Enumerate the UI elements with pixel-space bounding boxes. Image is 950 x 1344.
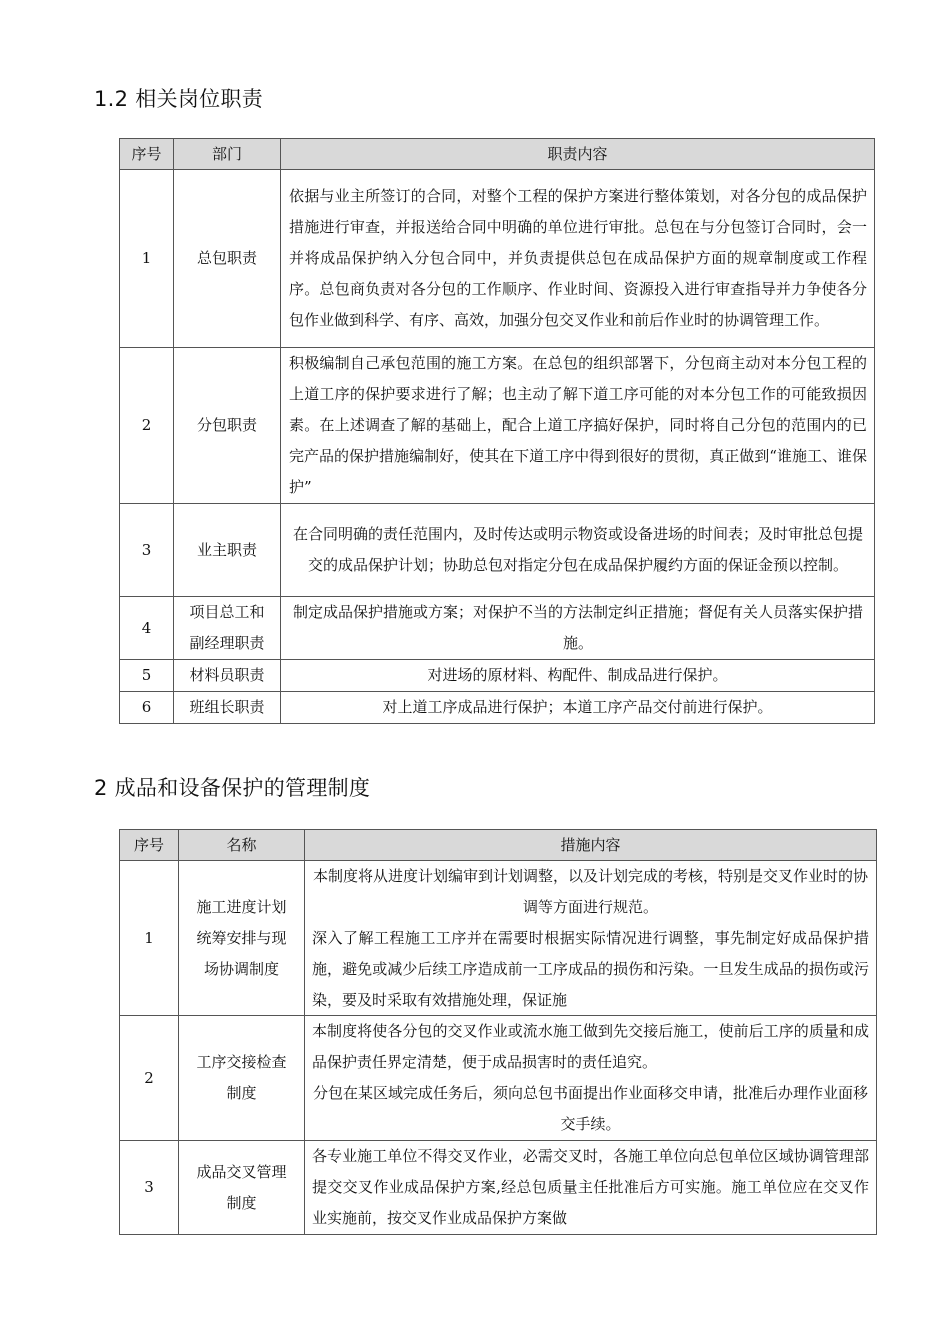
row-name-line: 制度: [226, 1084, 257, 1102]
row-content: 积极编制自己承包范围的施工方案。在总包的组织部署下，分包商主动对本分包工程的上道工序的保护要求进行了解；也主动了解下道工序可能的对本分包工作的可能致损因素。在上述调查了解的基础上，配合上道工序搞好保护，同时将自己分包的范围内的已完产品的保护措施编制好，使其在下道工序中得到很好的贯彻，真正做到“谁施工、谁保护”: [281, 348, 875, 504]
row-no: 4: [120, 597, 174, 660]
header-no: 序号: [120, 830, 179, 861]
row-name-line: 工序交接检查: [196, 1053, 287, 1071]
row-dept: 业主职责: [174, 504, 281, 597]
row-paragraph: 本制度将从进度计划编审到计划调整，以及计划完成的考核，特别是交叉作业时的协调等方面进行规范。: [312, 867, 868, 916]
row-name: [179, 861, 305, 1016]
table-row: [120, 597, 875, 660]
row-no: 2: [120, 1016, 179, 1141]
row-name-line: 制度: [226, 1193, 257, 1212]
row-no: 3: [120, 504, 174, 597]
row-no: 1: [120, 170, 174, 348]
row-content: [305, 861, 877, 1016]
row-paragraph: 分包在某区域完成任务后，须向总包书面提出作业面移交申请，批准后办理作业面移交手续。: [312, 1084, 868, 1133]
header-content: 职责内容: [281, 139, 875, 170]
table-row: [120, 660, 875, 692]
row-content: 对上道工序成品进行保护；本道工序产品交付前进行保护。: [281, 692, 875, 724]
table-row: [120, 170, 875, 348]
section-title-management: 2 成品和设备保护的管理制度: [94, 776, 371, 800]
row-dept: 材料员职责: [174, 660, 281, 692]
row-no: 6: [120, 692, 174, 724]
row-paragraph: 深入了解工程施工工序并在需要时根据实际情况进行调整，事先制定好成品保护措施，避免或减少后续工序造成前一工序成品的损伤和污染。一旦发生成品的损伤或污染，要及时采取有效措施处理，保证施: [312, 929, 869, 1009]
row-content: 依据与业主所签订的合同，对整个工程的保护方案进行整体策划，对各分包的成品保护措施进行审查，并报送给合同中明确的单位进行审批。总包在与分包签订合同时，会一并将成品保护纳入分包合同中，并负责提供总包在成品保护方面的规章制度或工作程序。总包商负责对各分包的工作顺序、作业时间、资源投入进行审查指导并力争使各分包作业做到科学、有序、高效，加强分包交叉作业和前后作业时的协调管理工作。: [281, 170, 875, 348]
table-row: [120, 504, 875, 597]
row-paragraph: 本制度将使各分包的交叉作业或流水施工做到先交接后施工，使前后工序的质量和成品保护责任界定清楚，便于成品损害时的责任追究。: [312, 1022, 869, 1071]
table-row: [120, 1141, 877, 1235]
table-header-row: [120, 830, 877, 861]
row-name-line: 统筹安排与现: [196, 928, 287, 947]
row-paragraph: 各专业施工单位不得交叉作业，必需交叉时，各施工单位向总包单位区域协调管理部提交交叉作业成品保护方案,经总包质量主任批准后方可实施。施工单位应在交叉作业实施前，按交叉作业成品保护方案做: [312, 1147, 869, 1227]
row-dept: 分包职责: [174, 348, 281, 504]
row-no: 3: [120, 1141, 179, 1235]
row-content: [305, 1016, 877, 1141]
table-row: [120, 1016, 877, 1141]
table-row: [120, 348, 875, 504]
row-name-line: 成品交叉管理: [196, 1162, 287, 1181]
row-dept: 班组长职责: [174, 692, 281, 724]
table-header-row: [120, 139, 875, 170]
table-row: [120, 692, 875, 724]
row-no: 1: [120, 861, 179, 1016]
section-title-responsibilities: 1.2 相关岗位职责: [94, 87, 264, 111]
row-dept-line: 项目总工和: [189, 603, 265, 621]
row-dept: 总包职责: [174, 170, 281, 348]
table-row: [120, 861, 877, 1016]
row-content: 在合同明确的责任范围内，及时传达或明示物资或设备进场的时间表；及时审批总包提交的成品保护计划；协助总包对指定分包在成品保护履约方面的保证金预以控制。: [281, 504, 875, 597]
row-content: 制定成品保护措施或方案；对保护不当的方法制定纠正措施；督促有关人员落实保护措施。: [281, 597, 875, 660]
header-no: 序号: [120, 139, 174, 170]
header-content: 措施内容: [305, 830, 877, 861]
row-no: 2: [120, 348, 174, 504]
row-name-line: 场协调制度: [203, 959, 279, 978]
row-content: [305, 1141, 877, 1235]
row-dept-line: 副经理职责: [189, 634, 265, 652]
row-name-line: 施工进度计划: [196, 897, 287, 916]
row-content: 对进场的原材料、构配件、制成品进行保护。: [281, 660, 875, 692]
header-name: 名称: [179, 830, 305, 861]
responsibilities-table: [119, 138, 875, 724]
row-no: 5: [120, 660, 174, 692]
row-name: [179, 1016, 305, 1141]
header-dept: 部门: [174, 139, 281, 170]
row-name: [179, 1141, 305, 1235]
management-table: [119, 829, 877, 1235]
row-dept: [174, 597, 281, 660]
